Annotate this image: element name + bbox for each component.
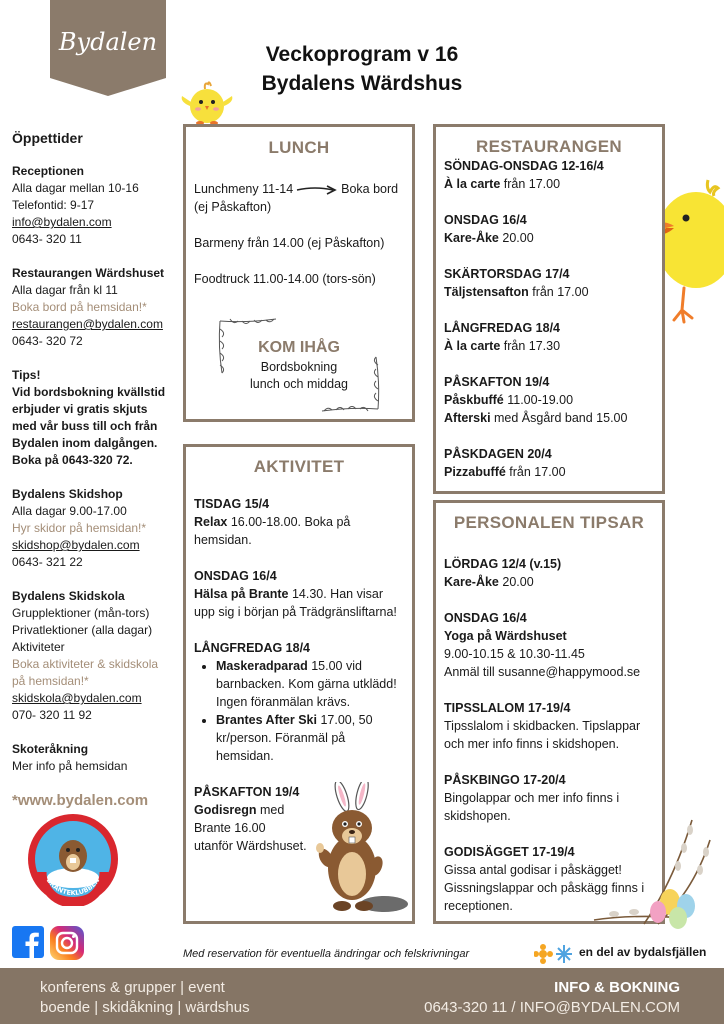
restaurant-item-dish: Kare-Åke	[444, 231, 499, 245]
title-line-2: Bydalens Wärdshus	[261, 72, 463, 95]
reception-email-link[interactable]: info@bydalen.com	[12, 215, 112, 229]
restaurant-email-link[interactable]: restaurangen@bydalen.com	[12, 317, 163, 331]
restaurant-item-day: PÅSKAFTON 19/4	[444, 375, 550, 389]
chick-illustration	[178, 78, 236, 128]
skishop-hours: Alla dagar 9.00-17.00	[12, 504, 127, 518]
staff-tips-title: PERSONALEN TIPSAR	[453, 513, 645, 532]
restaurant-body	[436, 157, 662, 481]
restaurant-item-info: från 17.00	[500, 177, 561, 191]
restaurant-hours: Alla dagar från kl 11	[12, 283, 118, 297]
restaurant-item-info: 20.00	[498, 231, 534, 245]
restaurant-title: Restaurangen Wärdshuset	[12, 266, 165, 280]
reminder-line-1: Bordsbokning	[260, 360, 338, 374]
restaurant-item-day: ONSDAG 16/4	[444, 213, 527, 227]
tip-name: Yoga på Wärdshuset	[444, 629, 567, 643]
lunch-card	[183, 124, 415, 422]
restaurant-item	[444, 265, 654, 301]
activity-details: med	[256, 803, 285, 817]
skischool-phone: 070- 320 11 92	[12, 708, 92, 722]
page-title	[200, 40, 524, 98]
reception-section	[12, 163, 172, 248]
tip-details: Bingolappar och mer info finns i skidshopen.	[444, 791, 620, 823]
restaurant-item-day: SKÄRTORSDAG 17/4	[444, 267, 570, 281]
tip-details: Anmäl till susanne@happymood.se	[444, 665, 641, 679]
skischool-title: Bydalens Skidskola	[12, 589, 125, 603]
activity-details: 16.00-18.00. Boka på hemsidan.	[194, 515, 351, 547]
arrow-right-icon	[295, 184, 339, 196]
lunch-title: LUNCH	[268, 138, 330, 157]
activity-day: LÅNGFREDAG 18/4	[194, 641, 310, 655]
lunch-menu-hours: Lunchmeny 11-14	[194, 182, 294, 196]
activity-item	[194, 585, 404, 621]
flower-snowflake-icon	[534, 942, 576, 964]
restaurant-item-day: LÅNGFREDAG 18/4	[444, 321, 560, 335]
skischool-line-1: Grupplektioner (mån-tors)	[12, 606, 150, 620]
activity-details: 17.00, 50 kr/person. Föranmäl på hemsidan.	[216, 713, 373, 763]
restaurant-section	[12, 265, 172, 350]
tip-heading: PÅSKBINGO 17-20/4	[444, 773, 566, 787]
restaurant-phone: 0643- 320 72	[12, 334, 83, 348]
opening-hours-sidebar	[12, 130, 172, 809]
tip-details: Tipsslalom i skidbacken. Tipslappar och mer info finns i skidshopen.	[444, 719, 641, 751]
activity-name: Godisregn	[194, 803, 257, 817]
restaurant-title: RESTAURANGEN	[476, 137, 622, 156]
restaurant-item	[444, 211, 654, 247]
foodtruck-line: Foodtruck 11.00-14.00 (tors-sön)	[194, 272, 376, 286]
facebook-icon[interactable]	[12, 926, 44, 958]
activity-name: Hälsa på Brante	[194, 587, 289, 601]
restaurant-item-info: 11.00-19.00	[503, 393, 574, 407]
tip-details: Gissa antal godisar i påskägget! Gissningslappar och påskägg finns i receptionen.	[444, 863, 645, 913]
tip-heading: LÖRDAG 12/4 (v.15)	[444, 557, 562, 571]
activity-list	[216, 657, 404, 765]
activity-details: 14.30. Han visar upp sig i början på Trädgränsliftarna!	[194, 587, 397, 619]
restaurant-item-dish-2: Afterski	[444, 411, 491, 425]
activity-details-line: Brante 16.00	[194, 821, 266, 835]
tip-heading: ONSDAG 16/4	[444, 611, 527, 625]
activity-details: 15.00 vid barnbacken. Kom gärna utklädd! Ingen föranmälan krävs.	[216, 659, 397, 709]
restaurant-item-day: SÖNDAG-ONSDAG 12-16/4	[444, 159, 604, 173]
restaurant-item	[444, 445, 654, 481]
restaurant-item-dish: Påskbuffé	[444, 393, 504, 407]
activity-details-line: utanför Wärdshuset.	[194, 839, 307, 853]
footer-services-line-1: konferens & grupper | event	[40, 979, 225, 996]
lunch-menu-line	[194, 180, 404, 198]
logo-wordmark: Bydalen	[58, 28, 158, 56]
skischool-line-3: Aktiviteter	[12, 640, 65, 654]
reminder-block	[216, 317, 382, 413]
sidebar-heading: Öppettider	[12, 130, 83, 146]
reminder-text	[216, 359, 382, 393]
bar-menu-line: Barmeny från 14.00 (ej Påskafton)	[194, 236, 385, 250]
activity-day: TISDAG 15/4	[194, 497, 270, 511]
reminder-line-2: lunch och middag	[250, 377, 348, 391]
activity-name: Brantes After Ski	[216, 713, 317, 727]
restaurant-item-info: från 17.00	[505, 465, 566, 479]
restaurant-item-dish: Täljstensafton	[444, 285, 529, 299]
skishop-note: Hyr skidor på hemsidan!*	[12, 521, 147, 535]
tip-item	[444, 573, 654, 591]
skishop-email-link[interactable]: skidshop@bydalen.com	[12, 538, 140, 552]
instagram-icon[interactable]	[50, 926, 84, 960]
restaurant-item-dish: À la carte	[444, 339, 501, 353]
restaurant-item-dish: Pizzabuffé	[444, 465, 506, 479]
footer-services	[40, 978, 250, 1018]
restaurant-item-info: från 17.00	[528, 285, 589, 299]
skishop-phone: 0643- 321 22	[12, 555, 83, 569]
skischool-section	[12, 588, 172, 724]
tip-heading: GODISÄGGET 17-19/4	[444, 845, 575, 859]
grooming-title: Skoteråkning	[12, 742, 89, 756]
reception-hours: Alla dagar mellan 10-16	[12, 181, 139, 195]
reception-phone-hours: Telefontid: 9-17	[12, 198, 95, 212]
lunch-menu-note: (ej Påskafton)	[194, 200, 272, 214]
tips-text: Vid bordsbokning kvällstid erbjuder vi gratis skjuts med vår buss till och från Bydalen inom dalgången. Boka på 0643-320 72.	[12, 385, 166, 467]
reception-phone: 0643- 320 11	[12, 232, 82, 246]
skishop-title: Bydalens Skidshop	[12, 487, 123, 501]
activity-item	[194, 513, 404, 549]
skischool-email-link[interactable]: skidskola@bydalen.com	[12, 691, 142, 705]
restaurant-item-info-2: med Åsgård band 15.00	[490, 411, 628, 425]
footer-contact-details[interactable]: 0643-320 11 / INFO@BYDALEN.COM	[424, 999, 680, 1016]
footer-contact	[424, 978, 680, 1018]
tips-title: Tips!	[12, 368, 41, 382]
skischool-note: Boka aktiviteter & skidskola på hemsidan!*	[12, 657, 159, 688]
grooming-info: Mer info på hemsidan	[12, 759, 128, 773]
badge-label: BRANTEKLUBBEN	[44, 876, 102, 898]
footer-services-line-2: boende | skidåkning | wärdshus	[40, 999, 250, 1016]
restaurant-item-day: PÅSKDAGEN 20/4	[444, 447, 552, 461]
restaurant-item-info: från 17.30	[500, 339, 561, 353]
book-table-link[interactable]: Boka bord	[341, 182, 399, 196]
website-link[interactable]: *www.bydalen.com	[12, 792, 149, 809]
restaurant-card	[433, 124, 665, 494]
restaurant-item-dish: À la carte	[444, 177, 501, 191]
tip-details: 9.00-10.15 & 10.30-11.45	[444, 647, 585, 661]
activity-day: ONSDAG 16/4	[194, 569, 277, 583]
beaver-mascot-illustration	[312, 782, 412, 918]
footer-bar	[0, 968, 724, 1024]
activity-name: Maskeradparad	[216, 659, 308, 673]
skishop-section	[12, 486, 172, 571]
title-line-1: Veckoprogram v 16	[265, 43, 459, 66]
easter-branch-illustration	[574, 800, 724, 934]
bydalsfjallen-text: en del av bydalsfjällen	[579, 945, 707, 960]
reception-title: Receptionen	[12, 164, 85, 178]
activity-list-item	[216, 711, 404, 765]
restaurant-item	[444, 373, 654, 427]
restaurant-note: Boka bord på hemsidan!*	[12, 300, 147, 314]
restaurant-item	[444, 319, 654, 355]
tip-heading: TIPSSLALOM 17-19/4	[444, 701, 571, 715]
activity-list-item	[216, 657, 404, 711]
restaurant-item	[444, 157, 654, 193]
activity-name: Relax	[194, 515, 228, 529]
bydalsfjallen-tagline	[534, 942, 706, 964]
reminder-title: KOM IHÅG	[258, 339, 340, 356]
skischool-line-2: Privatlektioner (alla dagar)	[12, 623, 153, 637]
tip-details: 20.00	[498, 575, 534, 589]
lunch-body	[186, 180, 412, 288]
activity-day: PÅSKAFTON 19/4	[194, 785, 300, 799]
reservation-note: Med reservation för eventuella ändringar och felskrivningar	[183, 948, 470, 960]
tip-name: Kare-Åke	[444, 575, 499, 589]
branteklubben-badge-icon	[26, 812, 120, 906]
tips-section	[12, 367, 172, 469]
grooming-section	[12, 741, 172, 775]
footer-contact-title: INFO & BOKNING	[554, 979, 680, 996]
activity-title: AKTIVITET	[253, 457, 345, 476]
